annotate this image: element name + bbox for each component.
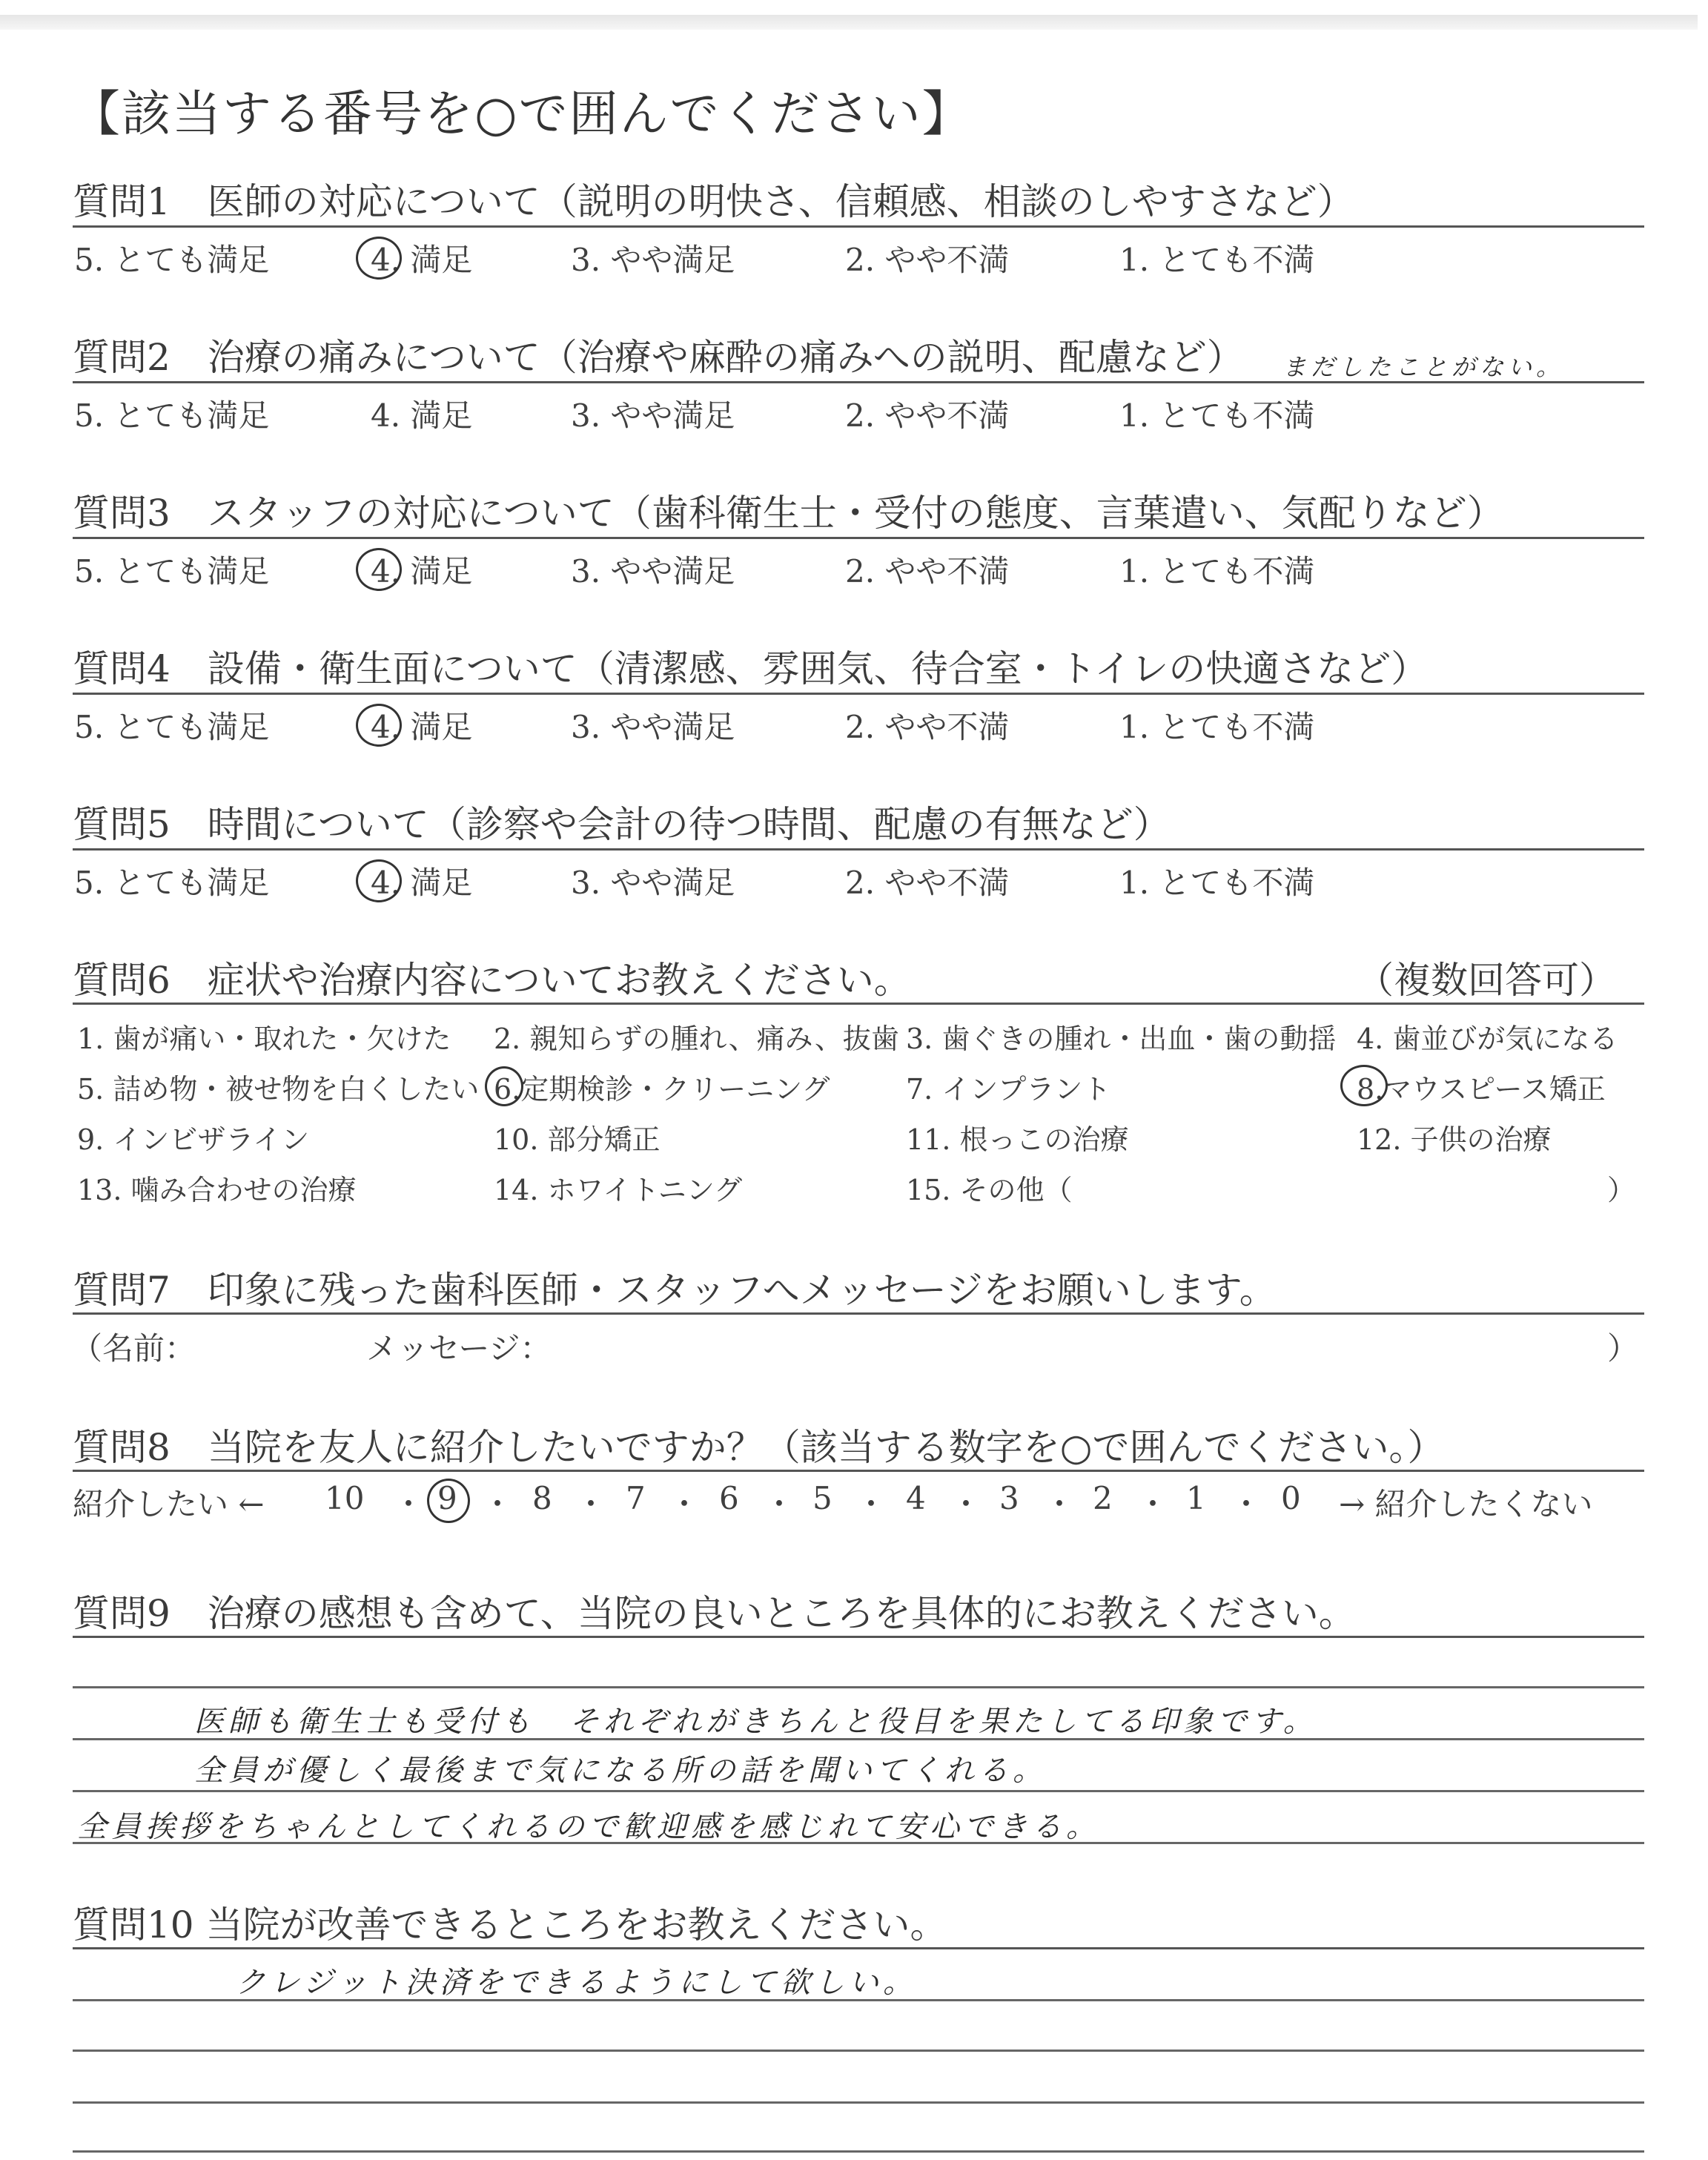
q5-option-4[interactable]: 4. 満足: [371, 865, 473, 901]
question-8-rule: [73, 1470, 1644, 1472]
q6-option-3[interactable]: 3. 歯ぐきの腫れ・出血・歯の動揺: [906, 1023, 1337, 1055]
q2-option-1[interactable]: 1. とても不満: [1119, 397, 1315, 434]
q8-separator: ・: [1044, 1486, 1076, 1522]
q6-option-4[interactable]: 4. 歯並びが気になる: [1357, 1023, 1618, 1055]
q8-scale-4[interactable]: 4: [906, 1480, 926, 1516]
q9-answer-line-1: 医師も衛生士も受付も それぞれがきちんと役目を果たしてる印象です。: [194, 1705, 1317, 1739]
q1-selection-circle: [356, 237, 402, 280]
q8-separator: ・: [669, 1486, 701, 1522]
answer-line: [73, 2101, 1644, 2104]
q1-option-4[interactable]: 4. 満足: [371, 242, 473, 278]
q6-other-close-paren: ）: [1607, 1174, 1636, 1206]
q5-option-1[interactable]: 1. とても不満: [1119, 865, 1315, 901]
answer-line: [73, 2050, 1644, 2052]
q6-option-1[interactable]: 1. 歯が痛い・取れた・欠けた: [77, 1023, 451, 1055]
question-10-heading: 質問10 当院が改善できるところをお教えください。: [73, 1903, 947, 1946]
q6-option-12[interactable]: 12. 子供の治療: [1357, 1123, 1552, 1156]
q8-scale-9[interactable]: 9: [437, 1480, 457, 1516]
question-1-rule: [73, 225, 1644, 228]
q4-option-4[interactable]: 4. 満足: [371, 709, 473, 745]
q6-option-8[interactable]: 8.マウスピース矯正: [1357, 1073, 1606, 1106]
q3-selection-circle: [356, 548, 402, 591]
question-2-rule: [73, 381, 1644, 383]
question-10-rule: [73, 1947, 1644, 1949]
q2-handwritten-note: まだしたことがない。: [1282, 353, 1565, 381]
question-3-rule: [73, 537, 1644, 539]
q6-option-10[interactable]: 10. 部分矯正: [494, 1123, 661, 1156]
q8-scale-7[interactable]: 7: [626, 1480, 646, 1516]
q5-option-5[interactable]: 5. とても満足: [74, 865, 270, 901]
question-7-rule: [73, 1312, 1644, 1315]
q7-message-label: メッセージ：: [366, 1330, 552, 1367]
q8-selection-circle: [427, 1479, 470, 1523]
q4-option-3[interactable]: 3. やや満足: [571, 709, 735, 745]
q4-selection-circle: [356, 704, 402, 747]
question-6-multi-note: （複数回答可）: [1357, 959, 1616, 1002]
q8-separator: ・: [764, 1486, 795, 1522]
q3-option-4[interactable]: 4. 満足: [371, 553, 473, 589]
q3-option-1[interactable]: 1. とても不満: [1119, 553, 1315, 589]
q2-option-3[interactable]: 3. やや満足: [571, 397, 735, 434]
scan-top-edge: [0, 15, 1698, 30]
q8-separator: ・: [393, 1486, 425, 1522]
q6-option-7[interactable]: 7. インプラント: [906, 1073, 1111, 1106]
q6-option-15[interactable]: 15. その他（: [906, 1174, 1073, 1206]
question-8-heading: 質問8 当院を友人に紹介したいですか？（該当する数字を○で囲んでください。）: [73, 1426, 1445, 1469]
q3-option-2[interactable]: 2. やや不満: [845, 553, 1010, 589]
q8-right-label: → 紹介したくない: [1339, 1486, 1593, 1522]
question-7-heading: 質問7 印象に残った歯科医師・スタッフへメッセージをお願いします。: [73, 1269, 1277, 1312]
question-6-heading: 質問6 症状や治療内容についてお教えください。: [73, 959, 911, 1002]
q9-answer-line-3: 全員挨拶をちゃんとしてくれるので歓迎感を感じれて安心できる。: [77, 1810, 1100, 1844]
question-4-heading: 質問4 設備・衛生面について（清潔感、雰囲気、待合室・トイレの快適さなど）: [73, 647, 1429, 690]
q6-option-13[interactable]: 13. 噛み合わせの治療: [77, 1174, 357, 1206]
q7-name-label: （名前：: [71, 1330, 196, 1367]
question-5-heading: 質問5 時間について（診察や会計の待つ時間、配慮の有無など）: [73, 803, 1171, 846]
q4-option-1[interactable]: 1. とても不満: [1119, 709, 1315, 745]
q8-scale-10[interactable]: 10: [325, 1480, 365, 1516]
question-3-heading: 質問3 スタッフの対応について（歯科衛生士・受付の態度、言葉遣い、気配りなど）: [73, 492, 1504, 535]
q6-selection-circle-8: [1340, 1065, 1388, 1106]
q1-option-1[interactable]: 1. とても不満: [1119, 242, 1315, 278]
q8-scale-2[interactable]: 2: [1093, 1480, 1113, 1516]
question-5-rule: [73, 848, 1644, 851]
q8-separator: ・: [1231, 1486, 1262, 1522]
q7-close-paren: ）: [1607, 1330, 1639, 1367]
q1-option-3[interactable]: 3. やや満足: [571, 242, 735, 278]
answer-line: [73, 1686, 1644, 1688]
question-4-rule: [73, 693, 1644, 695]
question-9-rule: [73, 1636, 1644, 1638]
answer-line: [73, 1790, 1644, 1792]
question-9-heading: 質問9 治療の感想も含めて、当院の良いところを具体的にお教えください。: [73, 1592, 1356, 1635]
q8-left-label: 紹介したい ←: [73, 1486, 265, 1522]
q8-scale-0[interactable]: 0: [1281, 1480, 1301, 1516]
q5-option-2[interactable]: 2. やや不満: [845, 865, 1010, 901]
question-1-heading: 質問1 医師の対応について（説明の明快さ、信頼感、相談のしやすさなど）: [73, 180, 1354, 223]
q8-separator: ・: [950, 1486, 982, 1522]
q2-option-4[interactable]: 4. 満足: [371, 397, 473, 434]
q1-option-2[interactable]: 2. やや不満: [845, 242, 1010, 278]
q3-option-5[interactable]: 5. とても満足: [74, 553, 270, 589]
q5-selection-circle: [356, 859, 402, 902]
q6-option-11[interactable]: 11. 根っこの治療: [906, 1123, 1129, 1156]
q8-separator: ・: [1137, 1486, 1169, 1522]
q6-option-14[interactable]: 14. ホワイトニング: [494, 1174, 743, 1206]
page-title: 【該当する番号を○で囲んでください】: [71, 85, 973, 142]
q8-scale-1[interactable]: 1: [1186, 1480, 1206, 1516]
question-2-heading: 質問2 治療の痛みについて（治療や麻酔の痛みへの説明、配慮など）: [73, 336, 1244, 379]
q6-option-6[interactable]: 6.定期検診・クリーニング: [494, 1073, 830, 1106]
q8-separator: ・: [855, 1486, 887, 1522]
question-6-rule: [73, 1003, 1644, 1005]
q6-option-5[interactable]: 5. 詰め物・被せ物を白くしたい: [77, 1073, 480, 1106]
q5-option-3[interactable]: 3. やや満足: [571, 865, 735, 901]
q8-scale-6[interactable]: 6: [719, 1480, 739, 1516]
q2-option-5[interactable]: 5. とても満足: [74, 397, 270, 434]
q3-option-3[interactable]: 3. やや満足: [571, 553, 735, 589]
q9-answer-line-2: 全員が優しく最後まで気になる所の話を聞いてくれる。: [194, 1754, 1047, 1788]
q8-separator: ・: [575, 1486, 607, 1522]
q4-option-2[interactable]: 2. やや不満: [845, 709, 1010, 745]
q6-option-9[interactable]: 9. インビザライン: [77, 1123, 310, 1156]
q4-option-5[interactable]: 5. とても満足: [74, 709, 270, 745]
q8-scale-3[interactable]: 3: [999, 1480, 1019, 1516]
q8-scale-5[interactable]: 5: [812, 1480, 833, 1516]
q10-answer-line-1: クレジット決済をできるようにして欲しい。: [236, 1966, 917, 2000]
q2-option-2[interactable]: 2. やや不満: [845, 397, 1010, 434]
q6-selection-circle-6: [485, 1066, 523, 1106]
q6-option-2[interactable]: 2. 親知らずの腫れ、痛み、抜歯: [494, 1023, 899, 1055]
answer-line: [73, 2150, 1644, 2153]
q8-scale-8[interactable]: 8: [532, 1480, 552, 1516]
q8-separator: ・: [482, 1486, 514, 1522]
q1-option-5[interactable]: 5. とても満足: [74, 242, 270, 278]
